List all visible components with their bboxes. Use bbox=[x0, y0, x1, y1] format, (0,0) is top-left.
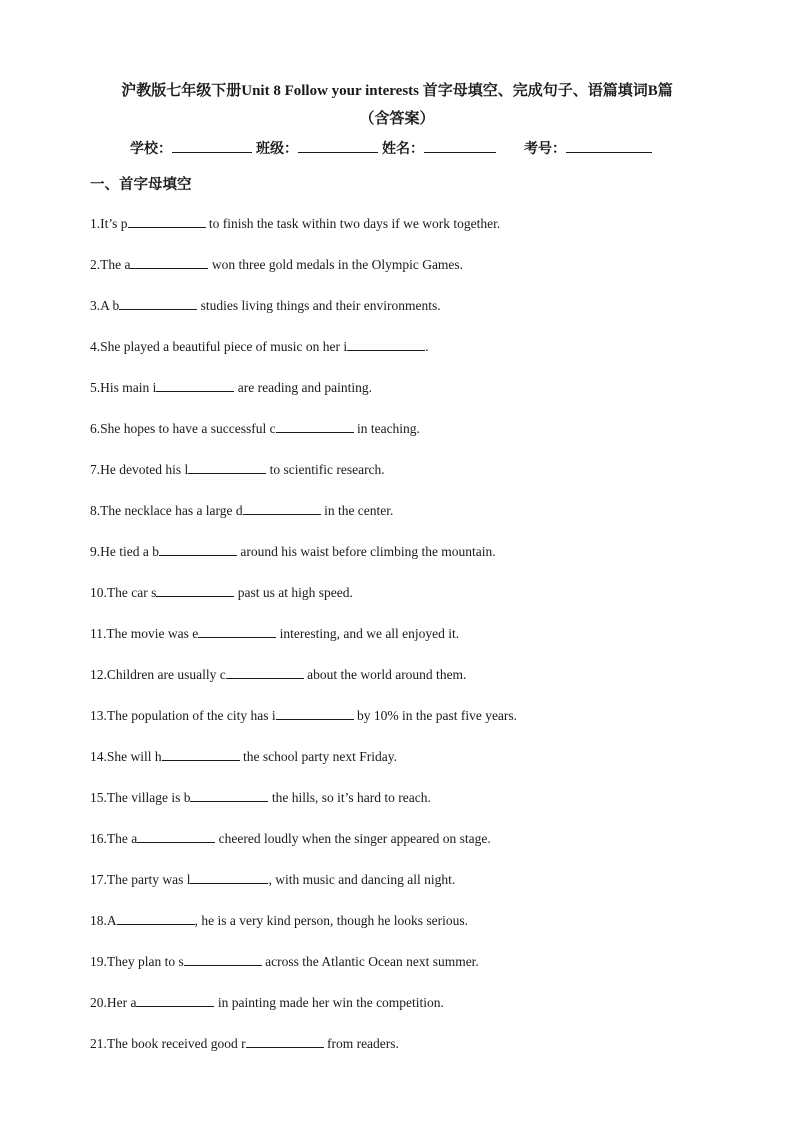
question-item bbox=[90, 375, 730, 416]
answer-blank[interactable] bbox=[162, 746, 240, 761]
answer-blank[interactable] bbox=[119, 295, 197, 310]
question-item bbox=[90, 539, 730, 580]
answer-blank[interactable] bbox=[198, 623, 276, 638]
question-text-after: cheered loudly when the singer appeared on stage. bbox=[215, 831, 491, 846]
question-text-before: 12.Children are usually c bbox=[90, 667, 226, 682]
question-text-before: 16.The a bbox=[90, 831, 138, 846]
class-blank[interactable] bbox=[298, 138, 378, 153]
question-item bbox=[90, 252, 730, 293]
question-item bbox=[90, 908, 730, 949]
question-text-after: . bbox=[425, 339, 429, 354]
question-text-after: studies living things and their environments. bbox=[197, 298, 441, 313]
question-text-before: 3.A b bbox=[90, 298, 120, 313]
question-item bbox=[90, 498, 730, 539]
question-text-after: , he is a very kind person, though he looks serious. bbox=[194, 913, 468, 928]
question-text-before: 17.The party was l bbox=[90, 872, 191, 887]
answer-blank[interactable] bbox=[136, 992, 214, 1007]
question-text-after: in teaching. bbox=[353, 421, 420, 436]
question-text-before: 18.A bbox=[90, 913, 117, 928]
answer-blank[interactable] bbox=[188, 459, 266, 474]
question-text-after: , with music and dancing all night. bbox=[268, 872, 456, 887]
question-item bbox=[90, 621, 730, 662]
class-field bbox=[256, 138, 378, 158]
question-item bbox=[90, 785, 730, 826]
answer-blank[interactable] bbox=[117, 910, 195, 925]
name-field bbox=[382, 138, 496, 158]
question-text-after: interesting, and we all enjoyed it. bbox=[276, 626, 460, 641]
question-text-before: 4.She played a beautiful piece of music on her i bbox=[90, 339, 348, 354]
question-text-before: 19.They plan to s bbox=[90, 954, 184, 969]
question-item bbox=[90, 662, 730, 703]
answer-blank[interactable] bbox=[246, 1033, 324, 1048]
exam-number-blank[interactable] bbox=[566, 138, 652, 153]
question-text-after: the school party next Friday. bbox=[239, 749, 397, 764]
answer-blank[interactable] bbox=[276, 705, 354, 720]
name-label: 姓名： bbox=[382, 142, 424, 157]
answer-blank[interactable] bbox=[190, 869, 268, 884]
question-text-before: 20.Her a bbox=[90, 995, 137, 1010]
question-text-after: from readers. bbox=[323, 1036, 399, 1051]
answer-blank[interactable] bbox=[243, 500, 321, 515]
question-text-after: in the center. bbox=[320, 503, 394, 518]
answer-blank[interactable] bbox=[190, 787, 268, 802]
question-text-after: across the Atlantic Ocean next summer. bbox=[261, 954, 479, 969]
question-text-before: 13.The population of the city has i bbox=[90, 708, 276, 723]
question-text-before: 1.It’s p bbox=[90, 216, 128, 231]
school-blank[interactable] bbox=[172, 138, 252, 153]
question-text-after: won three gold medals in the Olympic Games. bbox=[208, 257, 464, 272]
question-item bbox=[90, 867, 730, 908]
question-text-before: 10.The car s bbox=[90, 585, 157, 600]
question-text-after: the hills, so it’s hard to reach. bbox=[268, 790, 431, 805]
question-item bbox=[90, 334, 730, 375]
answer-blank[interactable] bbox=[276, 418, 354, 433]
answer-blank[interactable] bbox=[128, 213, 206, 228]
exam-number-label: 考号： bbox=[524, 142, 566, 157]
question-list bbox=[90, 211, 730, 1072]
question-text-after: by 10% in the past five years. bbox=[353, 708, 518, 723]
answer-blank[interactable] bbox=[130, 254, 208, 269]
question-text-before: 6.She hopes to have a successful c bbox=[90, 421, 276, 436]
answer-blank[interactable] bbox=[156, 582, 234, 597]
question-item bbox=[90, 744, 730, 785]
answer-blank[interactable] bbox=[137, 828, 215, 843]
question-text-after: in painting made her win the competition. bbox=[214, 995, 444, 1010]
exam-number-field bbox=[524, 138, 652, 158]
question-text-after: are reading and painting. bbox=[234, 380, 372, 395]
answer-blank[interactable] bbox=[226, 664, 304, 679]
document-title bbox=[70, 77, 724, 133]
student-info-line bbox=[130, 138, 730, 158]
question-item bbox=[90, 703, 730, 744]
question-text-before: 9.He tied a b bbox=[90, 544, 159, 559]
question-text-before: 5.His main i bbox=[90, 380, 157, 395]
question-item bbox=[90, 580, 730, 621]
question-item bbox=[90, 990, 730, 1031]
question-text-before: 14.She will h bbox=[90, 749, 162, 764]
question-item bbox=[90, 293, 730, 334]
question-text-after: around his waist before climbing the mountain. bbox=[236, 544, 496, 559]
question-text-before: 11.The movie was e bbox=[90, 626, 199, 641]
school-label: 学校： bbox=[130, 142, 172, 157]
title-line-2: （含答案） bbox=[359, 111, 435, 127]
question-text-before: 7.He devoted his l bbox=[90, 462, 189, 477]
question-text-after: about the world around them. bbox=[303, 667, 467, 682]
question-text-after: to scientific research. bbox=[266, 462, 385, 477]
question-text-before: 8.The necklace has a large d bbox=[90, 503, 243, 518]
question-text-before: 21.The book received good r bbox=[90, 1036, 246, 1051]
title-line-1: 沪教版七年级下册Unit 8 Follow your interests 首字母填空、完成句子、语篇填词B篇 bbox=[121, 83, 673, 99]
question-text-before: 2.The a bbox=[90, 257, 131, 272]
question-item bbox=[90, 949, 730, 990]
section-title: 一、首字母填空 bbox=[90, 177, 192, 193]
school-field bbox=[130, 138, 252, 158]
question-item bbox=[90, 416, 730, 457]
question-item bbox=[90, 826, 730, 867]
answer-blank[interactable] bbox=[159, 541, 237, 556]
question-text-before: 15.The village is b bbox=[90, 790, 191, 805]
answer-blank[interactable] bbox=[156, 377, 234, 392]
question-item bbox=[90, 211, 730, 252]
question-item bbox=[90, 457, 730, 498]
class-label: 班级： bbox=[256, 142, 298, 157]
question-text-after: past us at high speed. bbox=[234, 585, 353, 600]
answer-blank[interactable] bbox=[184, 951, 262, 966]
name-blank[interactable] bbox=[424, 138, 496, 153]
answer-blank[interactable] bbox=[347, 336, 425, 351]
question-text-after: to finish the task within two days if we work together. bbox=[205, 216, 501, 231]
question-item bbox=[90, 1031, 730, 1072]
